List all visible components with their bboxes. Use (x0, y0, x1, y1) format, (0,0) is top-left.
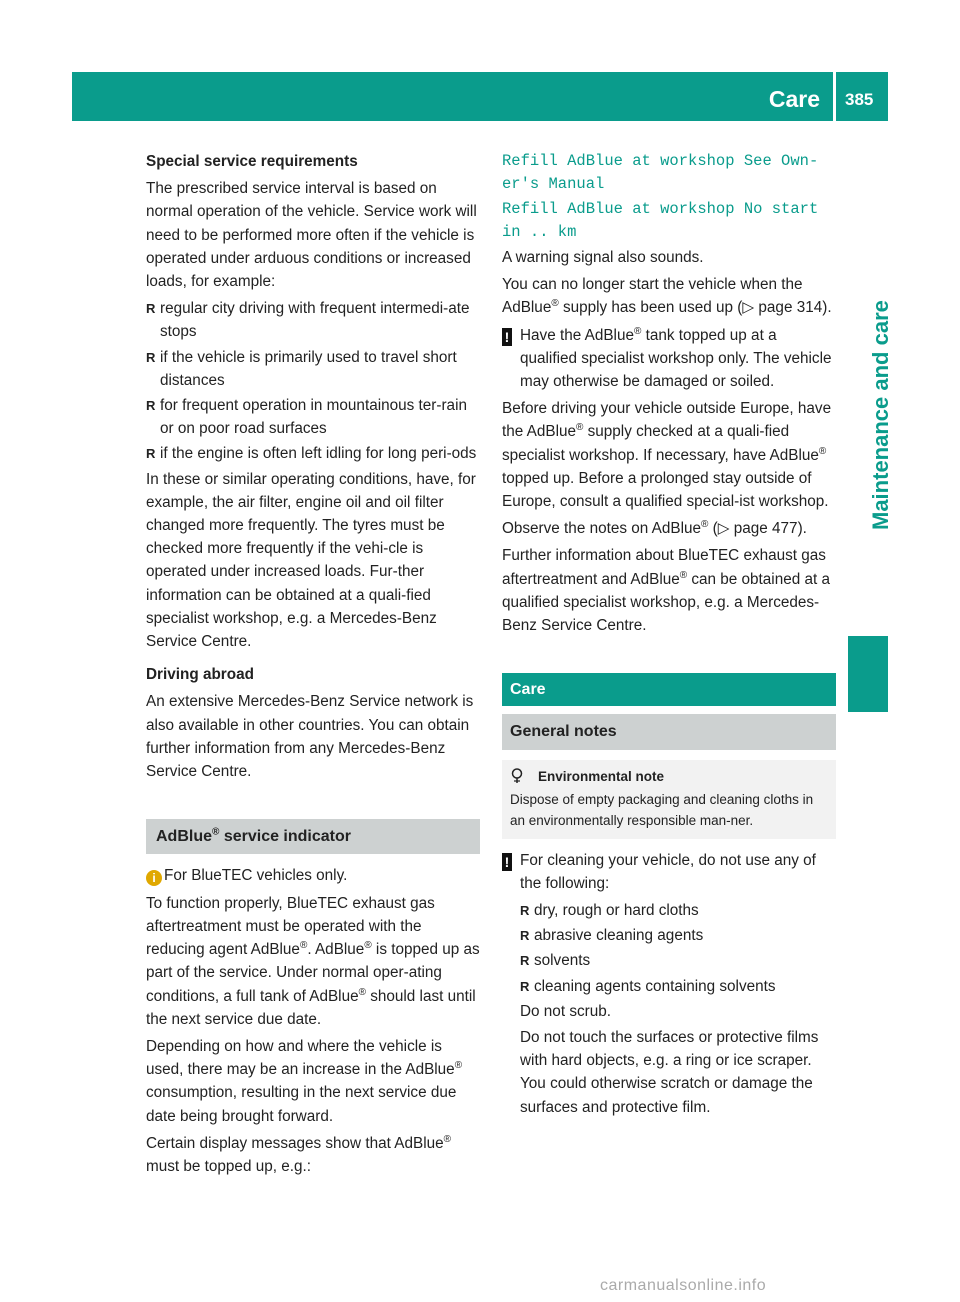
abroad-text: Before driving your vehicle outside Europe, have the AdBlue® supply checked at a quali-fied specialist workshop. If necessary, have AdBlue® topped up. Before a prolonged stay outside of Europe, consult a qualified special-ist workshop. (502, 400, 832, 511)
watermark: carmanualsonline.info (600, 1277, 767, 1294)
list-item: R if the vehicle is primarily used to travel short distances (146, 346, 480, 392)
list-item: R for frequent operation in mountainous ter-rain or on poor road surfaces (146, 394, 480, 440)
page-reference[interactable]: page 477 (733, 520, 798, 538)
cleaning-caution-body (502, 899, 836, 1119)
list-item: R solvents (520, 949, 836, 972)
side-tab-label: Maintenance and care (868, 300, 893, 530)
adblue-paragraph-2: Depending on how and where the vehicle is used, there may be an increase in the AdBlue® consumption, resulting in the next service due date being brought forward. (146, 1037, 463, 1125)
ref-arrow-icon: ▷ (742, 299, 755, 317)
driving-abroad-text: An extensive Mercedes-Benz Service network is also available in other countries. You can obtain further information from any Mercedes-Benz Service Centre. (146, 693, 474, 781)
environmental-note-text: Dispose of empty packaging and cleaning cloths in an environmentally responsible man-ner. (510, 791, 814, 828)
adblue-paragraph-1: To function properly, BlueTEC exhaust gas aftertreatment must be operated with the reducing agent AdBlue®. AdBlue® is topped up as part of the service. Under normal oper-ating conditions, a full tank of AdBlue® should last until the next service due date. (146, 894, 480, 1028)
list-item: R abrasive cleaning agents (520, 924, 836, 947)
care-heading: Care (502, 673, 836, 706)
special-service-heading: Special service requirements (146, 153, 358, 170)
warning-icon: ! (502, 326, 512, 349)
driving-abroad-heading: Driving abroad (146, 666, 254, 684)
general-notes-heading: General notes (502, 714, 836, 749)
warning-signal-text: A warning signal also sounds. (502, 249, 704, 266)
cleaning-caution: ! For cleaning your vehicle, do not use any of the following: (502, 849, 836, 895)
page-number: 385 (845, 90, 874, 109)
list-item: R regular city driving with frequent intermedi-ate stops (146, 297, 480, 343)
section-title: Care (768, 86, 820, 112)
special-service-intro: The prescribed service interval is based on normal operation of the vehicle. Service work will need to be performed more often if the vehicle is operated under arduous conditions or increased loads, for example: (146, 180, 477, 291)
display-message-1: Refill AdBlue at workshop See Own-er's Manual (502, 152, 819, 193)
special-service-outro: In these or similar operating conditions, have, for example, the air filter, engine oil and oil filter changed more frequently. The tyres must be checked more frequently if the vehi-cle is operated under increased loads. Fur-ther information can be obtained at a quali-fied specialist workshop, e.g. a Mercedes-Benz Service Centre. (146, 470, 476, 651)
no-touch-text: Do not touch the surfaces or protective films with hard objects, e.g. a ring or ice scraper. You could otherwise scratch or damage the surfaces and protective film. (520, 1029, 819, 1116)
left-column (146, 150, 480, 1182)
no-scrub-text: Do not scrub. (520, 1002, 611, 1020)
observe-text: Observe the notes on AdBlue® (▷ page 477). (502, 519, 807, 538)
list-item: R cleaning agents containing solvents (520, 975, 836, 998)
header-bar (72, 72, 888, 121)
lightbulb-icon (510, 768, 524, 790)
cleaning-list (520, 899, 836, 998)
adblue-indicator-heading: AdBlue® service indicator (146, 819, 480, 854)
info-icon: i (146, 866, 162, 889)
environmental-note (502, 760, 836, 839)
page-reference[interactable]: page 314 (758, 299, 823, 317)
display-message-2: Refill AdBlue at workshop No start in .. km (502, 200, 819, 241)
list-item: R if the engine is often left idling for long peri-ods (146, 442, 480, 465)
list-item: R dry, rough or hard cloths (520, 899, 836, 922)
no-start-text: You can no longer start the vehicle when the AdBlue® supply has been used up (▷ page 314). (502, 276, 832, 317)
environmental-note-title: Environmental note (510, 766, 828, 787)
special-service-list (146, 297, 480, 465)
caution-note: ! Have the AdBlue® tank topped up at a qualified specialist workshop only. The vehicle may otherwise be damaged or soiled. (502, 324, 836, 394)
header-separator (833, 72, 836, 121)
info-note: i For BlueTEC vehicles only. (146, 864, 480, 887)
warning-icon: ! (502, 851, 512, 874)
adblue-paragraph-3: Certain display messages show that AdBlue® must be topped up, e.g.: (146, 1133, 451, 1175)
ref-arrow-icon: ▷ (717, 520, 730, 538)
side-tab-marker (848, 636, 888, 712)
further-info-text: Further information about BlueTEC exhaust gas aftertreatment and AdBlue® can be obtained at a qualified specialist workshop, e.g. a Mercedes-Benz Service Centre. (502, 547, 830, 635)
right-column (502, 150, 836, 1122)
